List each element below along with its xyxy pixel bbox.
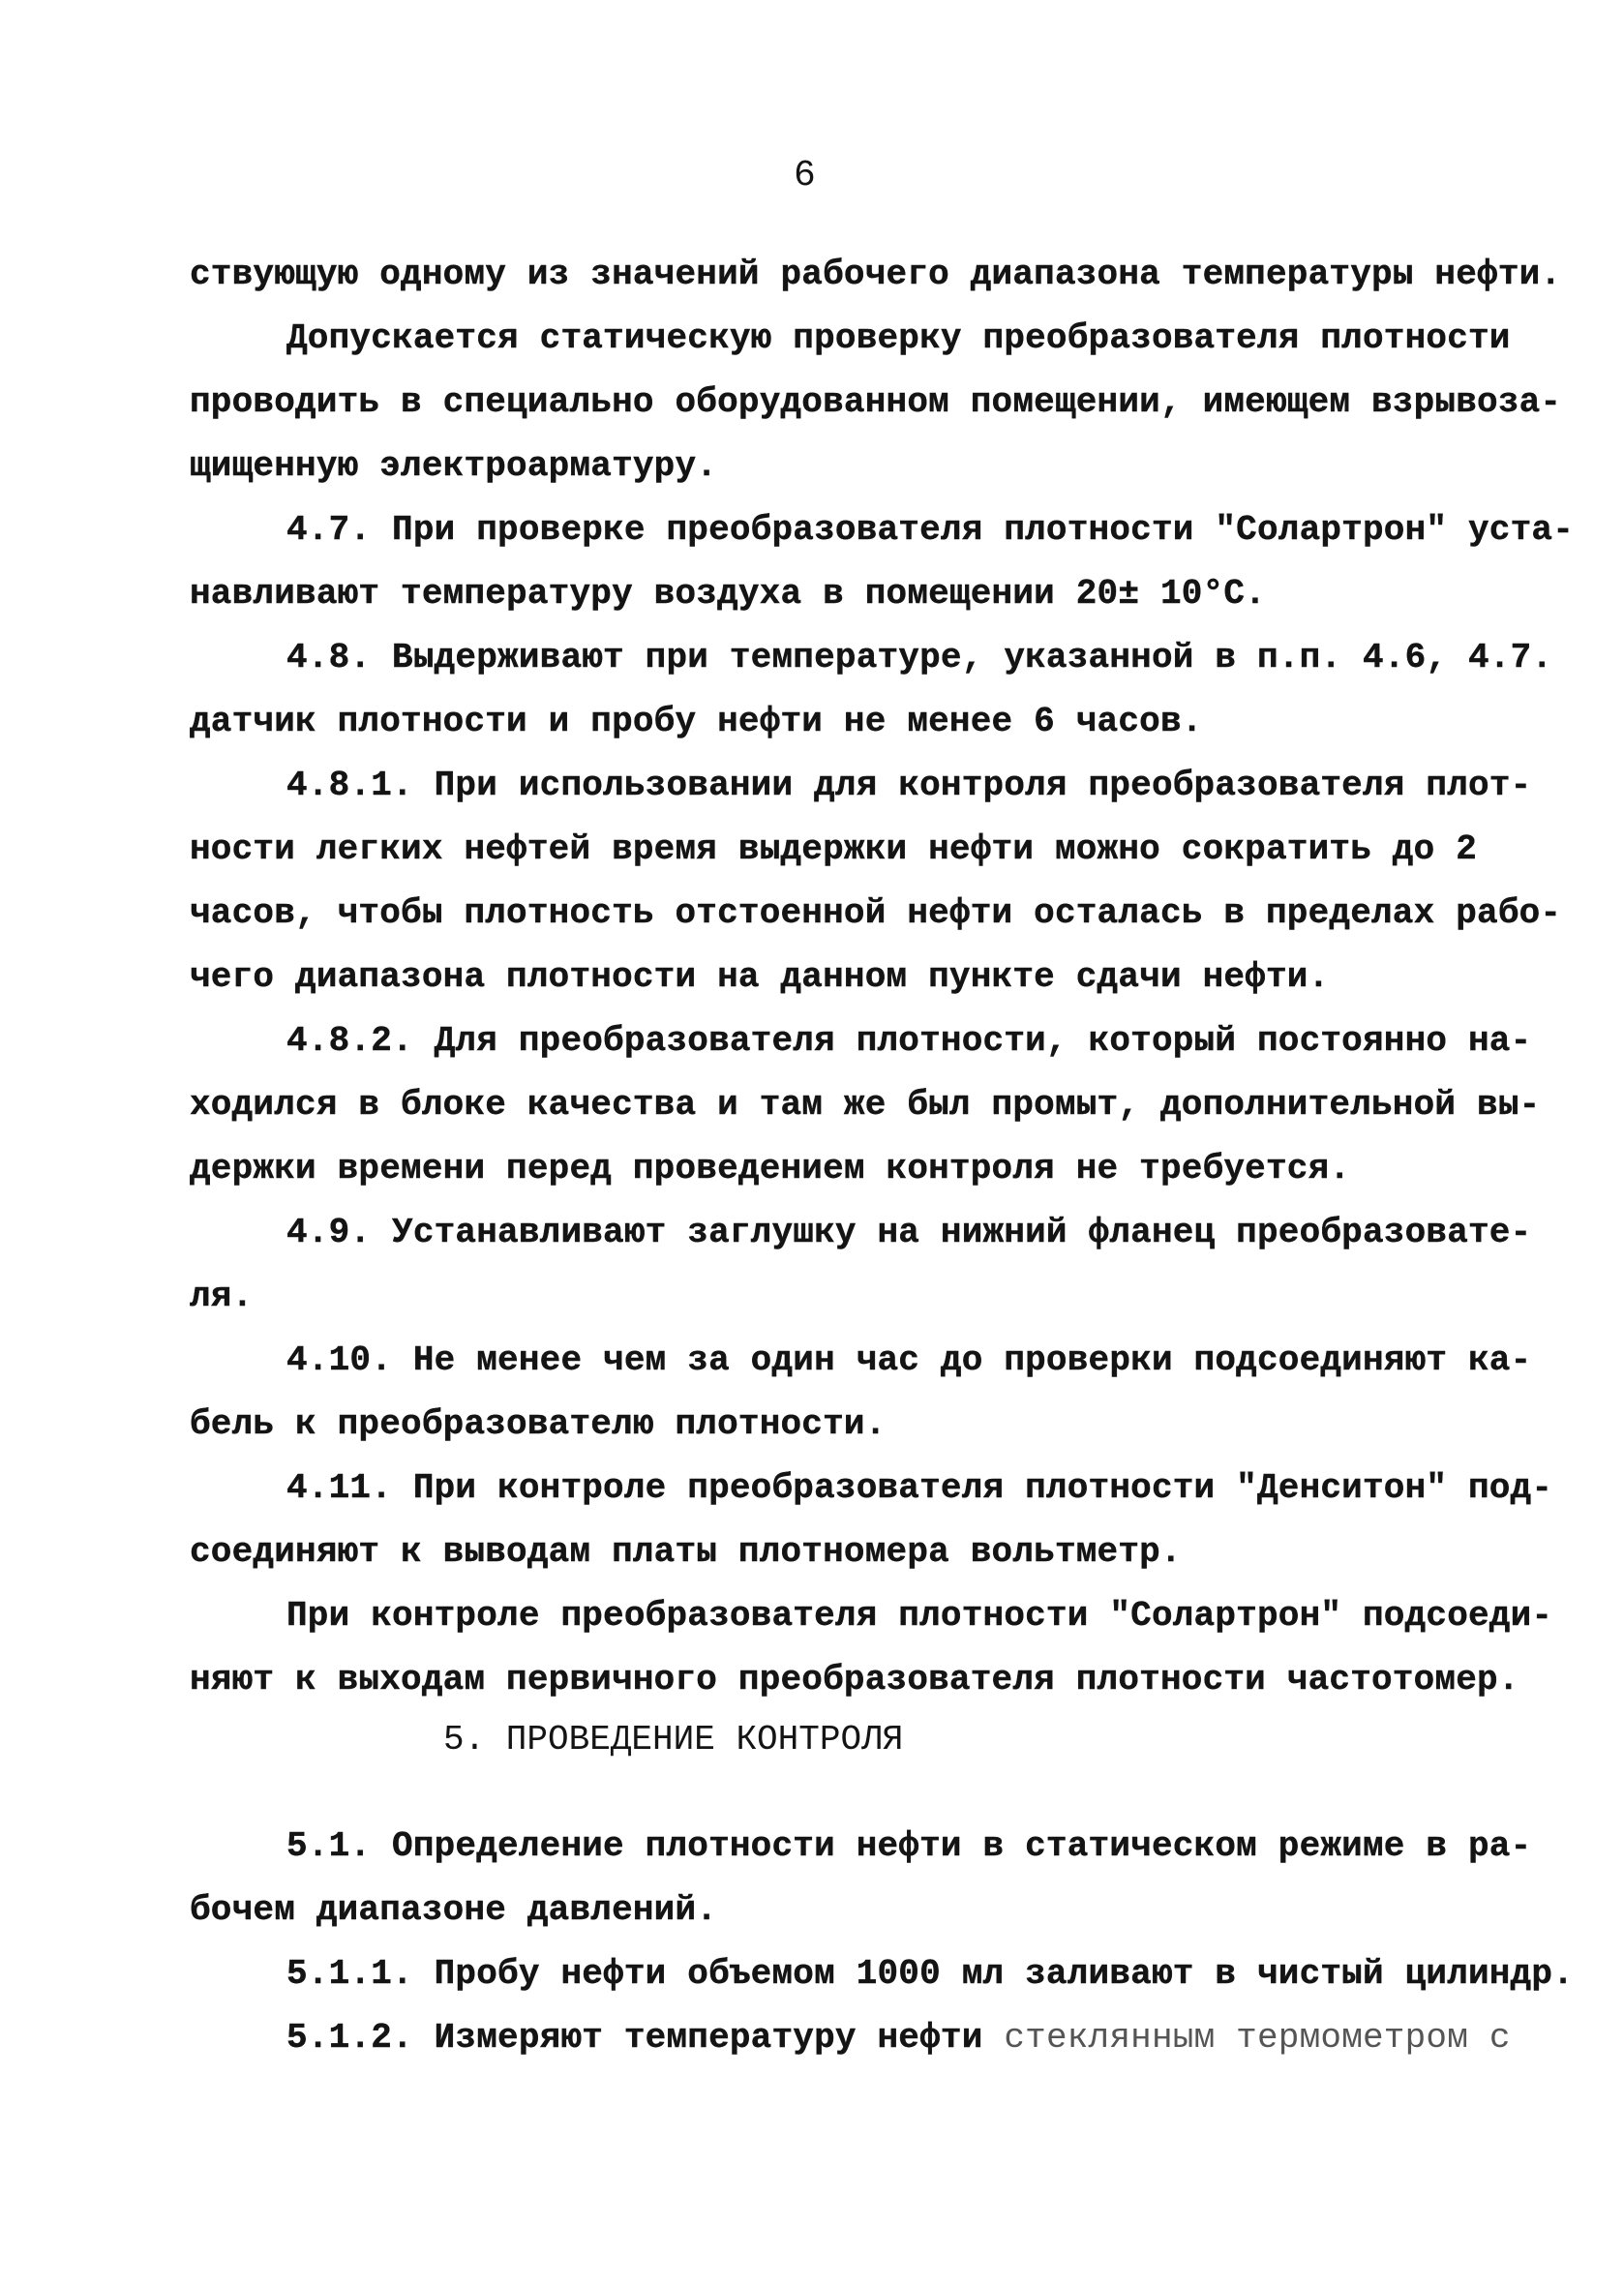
- text-line: датчик плотности и пробу нефти не менее 6 часов.: [190, 702, 1203, 741]
- text-line: 4.11. При контроле преобразователя плотности "Денситон" под-: [286, 1468, 1553, 1508]
- text-line: 5.1. Определение плотности нефти в статическом режиме в ра-: [286, 1826, 1532, 1866]
- text-line: навливают температуру воздуха в помещении 20± 10°C.: [190, 574, 1266, 614]
- text-line: 4.7. При проверке преобразователя плотности "Солартрон" уста-: [286, 510, 1575, 550]
- page-number: 6: [794, 155, 816, 196]
- section-heading: 5. ПРОВЕДЕНИЕ КОНТРОЛЯ: [443, 1720, 904, 1760]
- text-line: ходился в блоке качества и там же был промыт, дополнительной вы-: [190, 1085, 1541, 1125]
- text-line: часов, чтобы плотность отстоенной нефти осталась в пределах рабо-: [190, 893, 1562, 933]
- text-line-last: [286, 2017, 1511, 2060]
- text-line: бель к преобразователю плотности.: [190, 1404, 887, 1444]
- text-line: няют к выходам первичного преобразователя плотности частотомер.: [190, 1660, 1519, 1699]
- text-line: 4.10. Не менее чем за один час до проверки подсоединяют ка-: [286, 1340, 1532, 1380]
- text-line: 4.8.1. При использовании для контроля преобразователя плот-: [286, 766, 1532, 805]
- faint-text-fragment: стеклянным термометром с: [1004, 2018, 1511, 2058]
- text-line: 5.1.1. Пробу нефти объемом 1000 мл заливают в чистый цилиндр.: [286, 1954, 1575, 1994]
- text-line: бочем диапазоне давлений.: [190, 1890, 718, 1930]
- text-line: чего диапазона плотности на данном пункте сдачи нефти.: [190, 957, 1330, 997]
- text-line: 4.8. Выдерживают при температуре, указанной в п.п. 4.6, 4.7.: [286, 638, 1553, 677]
- text-line: 4.8.2. Для преобразователя плотности, который постоянно на-: [286, 1021, 1532, 1061]
- text-line: ствующую одному из значений рабочего диапазона температуры нефти.: [190, 255, 1562, 294]
- text-line: ности легких нефтей время выдержки нефти можно сократить до 2: [190, 829, 1478, 869]
- text-line: При контроле преобразователя плотности "Солартрон" подсоеди-: [286, 1596, 1553, 1636]
- text-line: проводить в специально оборудованном помещении, имеющем взрывоза-: [190, 382, 1562, 422]
- text-fragment: 5.1.2. Измеряют температуру нефти: [286, 2018, 983, 2058]
- text-line: Допускается статическую проверку преобразователя плотности: [286, 318, 1511, 358]
- text-line: 4.9. Устанавливают заглушку на нижний фланец преобразовате-: [286, 1213, 1532, 1252]
- text-line: ля.: [190, 1277, 254, 1316]
- text-line: щищенную электроарматуру.: [190, 446, 718, 486]
- text-line: соединяют к выводам платы плотномера вольтметр.: [190, 1532, 1182, 1572]
- text-line: держки времени перед проведением контроля не требуется.: [190, 1149, 1351, 1188]
